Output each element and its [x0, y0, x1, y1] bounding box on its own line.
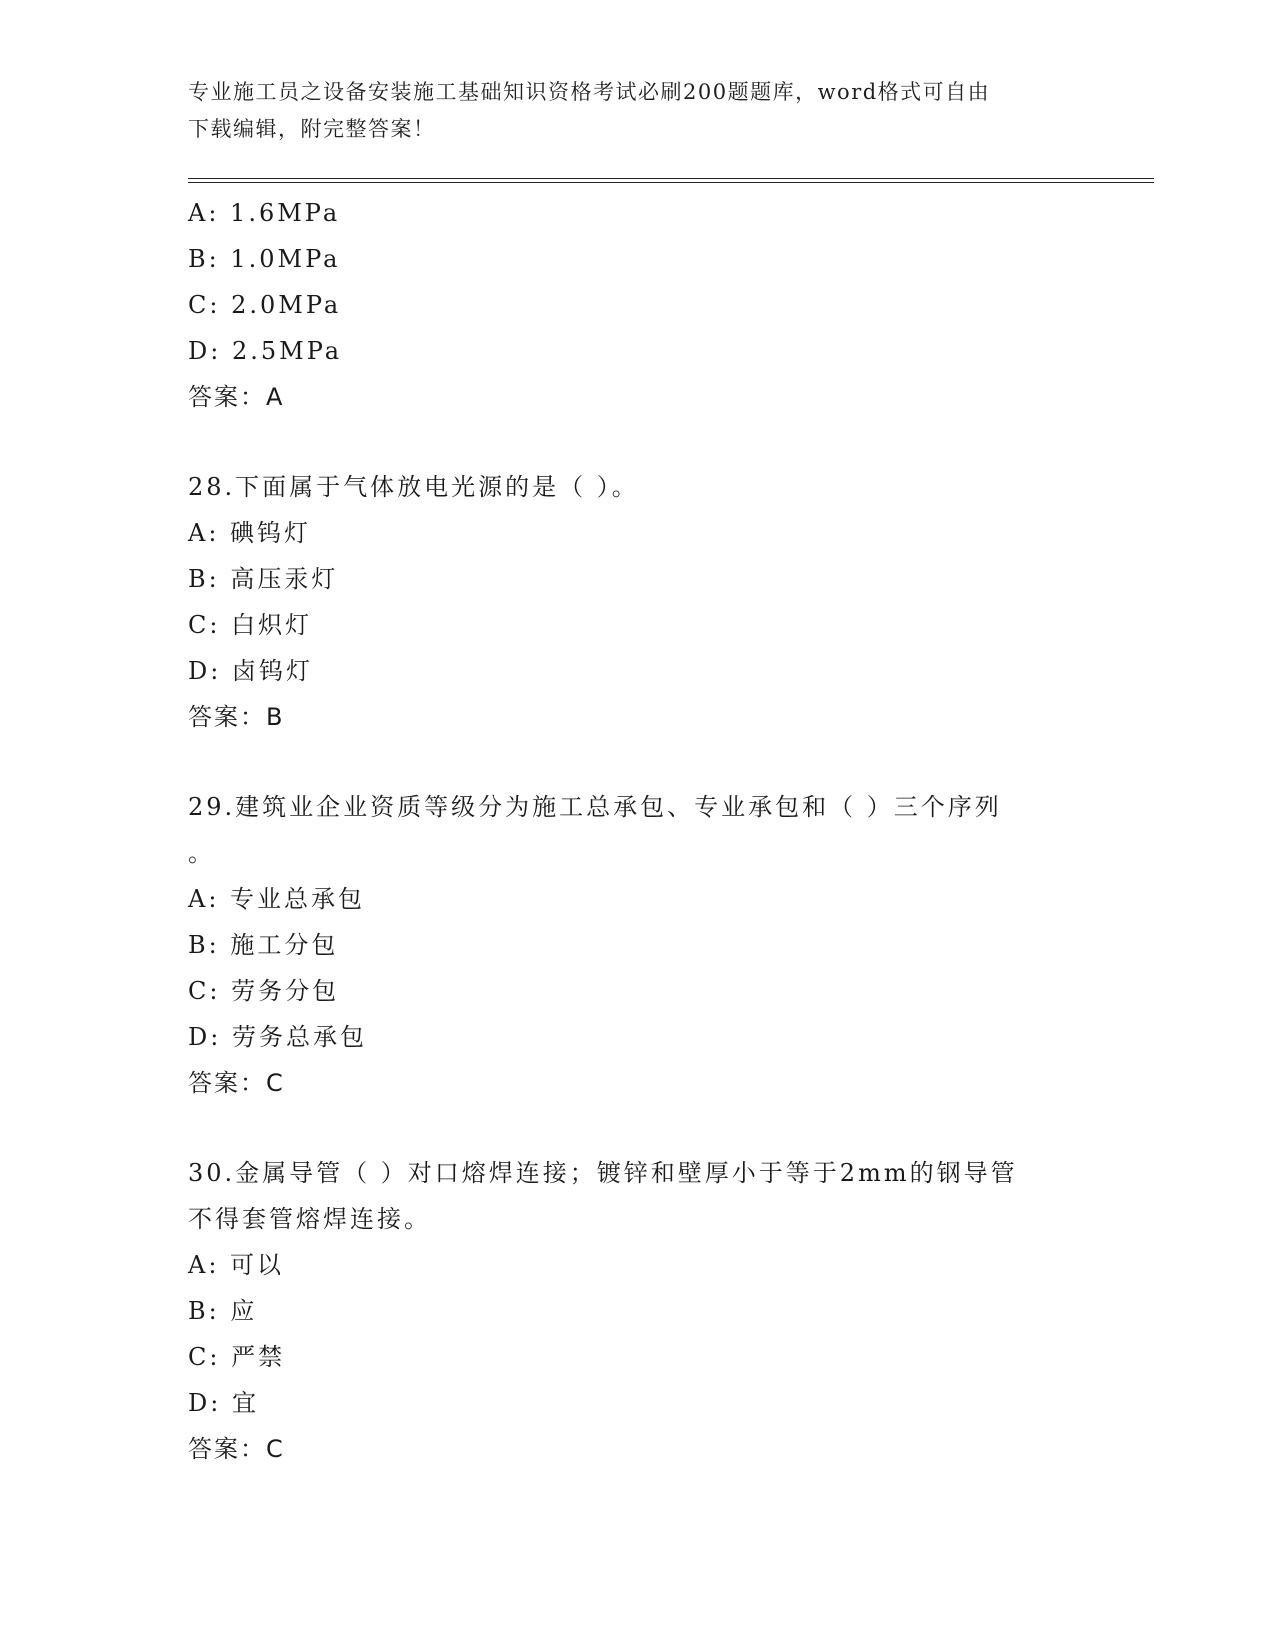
question-stem-continued: 。 — [188, 839, 215, 867]
option-a: A: 专业总承包 — [188, 885, 366, 913]
option-c: C: 劳务分包 — [188, 977, 340, 1005]
answer-line: 答案：B — [188, 703, 285, 731]
question-list — [188, 190, 1068, 1472]
question-stem: 29.建筑业企业资质等级分为施工总承包、专业承包和（ ）三个序列 — [188, 793, 1002, 821]
option-a: A: 碘钨灯 — [188, 519, 312, 547]
answer-line: 答案：C — [188, 1069, 285, 1097]
option-b: B: 1.0MPa — [188, 245, 341, 273]
question-27 — [188, 190, 1068, 420]
option-c: C: 白炽灯 — [188, 611, 313, 639]
option-b: B: 施工分包 — [188, 931, 339, 959]
header-divider-bottom — [188, 182, 1154, 183]
option-c: C: 2.0MPa — [188, 291, 342, 319]
question-28 — [188, 464, 1068, 740]
answer-line: 答案：C — [188, 1435, 285, 1463]
question-stem: 28.下面属于气体放电光源的是（ ）。 — [188, 473, 639, 501]
option-a: A: 1.6MPa — [188, 199, 341, 227]
header-line-2: 下载编辑，附完整答案！ — [188, 117, 436, 141]
option-b: B: 应 — [188, 1297, 258, 1325]
question-stem: 30.金属导管（ ）对口熔焊连接；镀锌和壁厚小于等于2mm的钢导管 — [188, 1159, 1018, 1187]
option-b: B: 高压汞灯 — [188, 565, 339, 593]
header-line-1: 专业施工员之设备安装施工基础知识资格考试必刷200题题库，word格式可自由 — [188, 80, 991, 104]
question-stem-continued: 不得套管熔焊连接。 — [188, 1205, 431, 1233]
option-d: D: 卤钨灯 — [188, 657, 313, 685]
question-29 — [188, 784, 1068, 1106]
option-a: A: 可以 — [188, 1251, 285, 1279]
header-divider-top — [188, 178, 1154, 179]
option-c: C: 严禁 — [188, 1343, 286, 1371]
option-d: D: 劳务总承包 — [188, 1023, 367, 1051]
answer-line: 答案：A — [188, 383, 285, 411]
question-30 — [188, 1150, 1068, 1472]
option-d: D: 宜 — [188, 1389, 259, 1417]
document-header — [188, 74, 1068, 148]
option-d: D: 2.5MPa — [188, 337, 343, 365]
